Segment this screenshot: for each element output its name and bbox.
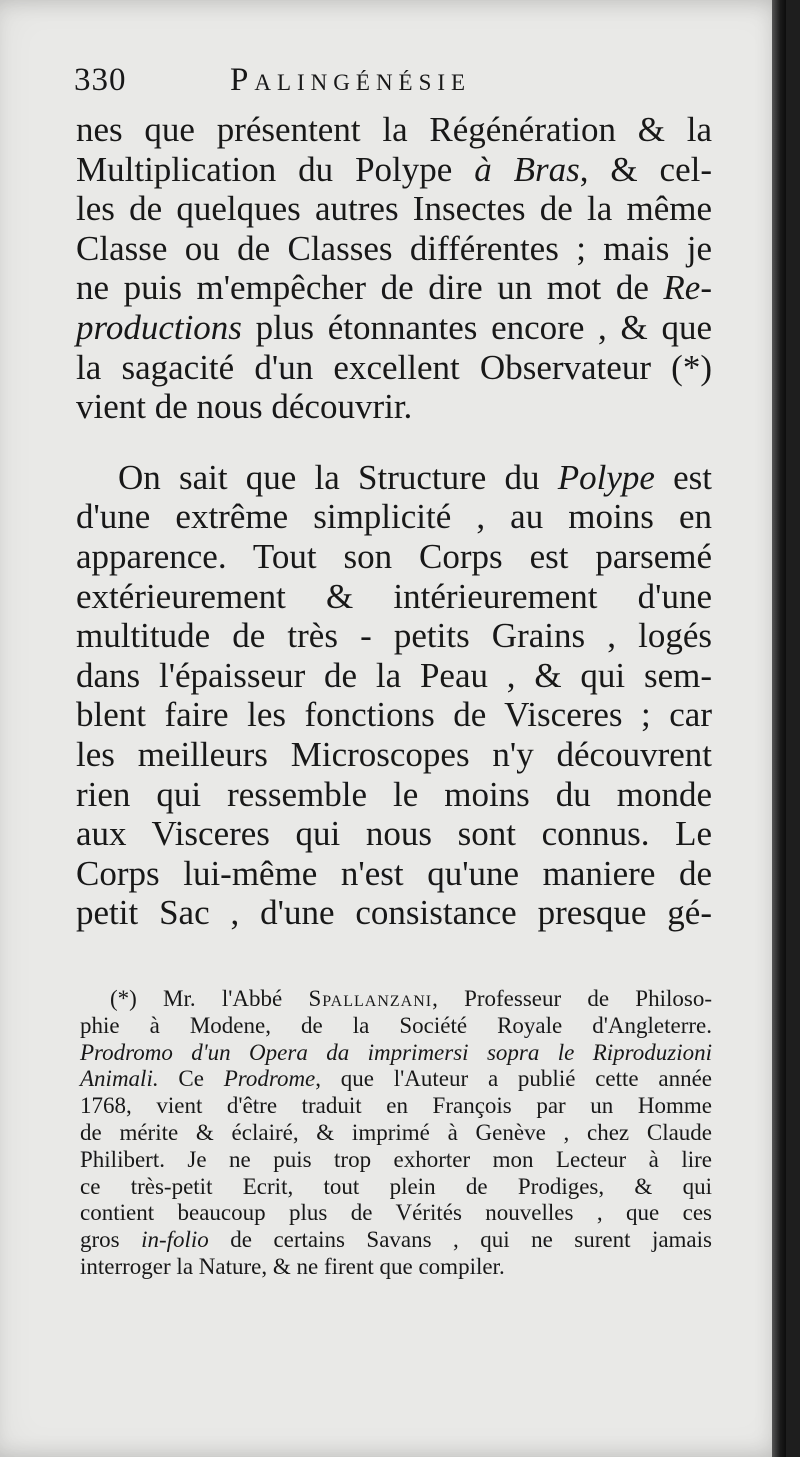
- text-line: [76, 458, 712, 498]
- text-line: multitude de très - petits Grains , logés: [76, 616, 712, 656]
- text-line: la sagacité d'un excellent Observateur (*): [76, 347, 712, 387]
- text-line: extérieurement & intérieurement d'une: [76, 576, 712, 616]
- text-line: [76, 150, 712, 190]
- italic-title: Prodrome: [223, 1066, 316, 1092]
- footnote: [80, 986, 712, 1281]
- page-header: [74, 62, 714, 106]
- italic-term: à Bras: [474, 149, 580, 189]
- text-line: les meilleurs Microscopes n'y découvrent: [76, 734, 712, 774]
- footnote-line: interroger la Nature, & ne firent que compiler.: [80, 1253, 505, 1279]
- footnote-line: [80, 1227, 712, 1254]
- page-number: 330: [74, 62, 127, 98]
- text-fragment: Multiplication du Polype: [76, 149, 475, 189]
- body-text: [76, 110, 712, 933]
- text-fragment: gros: [80, 1227, 142, 1253]
- text-fragment: On sait que la Structure du: [118, 457, 558, 497]
- italic-term: Re-: [663, 268, 712, 308]
- text-fragment: plus étonnantes encore , & que: [241, 307, 712, 347]
- footnote-line: contient beaucoup plus de Vérités nouvelles , que ces: [80, 1200, 712, 1226]
- text-line: apparence. Tout son Corps est parsemé: [76, 536, 712, 576]
- footnote-line: ce très-petit Ecrit, tout plein de Prodiges, & qui: [80, 1173, 712, 1199]
- text-line: Corps lui-même n'est qu'une maniere de: [76, 853, 712, 893]
- italic-title: Prodromo d'un Opera da imprimersi sopra le Riproduzioni: [80, 1039, 712, 1065]
- italic-term: Polype: [557, 457, 655, 497]
- italic-term: productions: [76, 307, 242, 347]
- author-name: Spallanzani: [308, 986, 433, 1011]
- footnote-line: [80, 986, 712, 1013]
- footnote-line: 1768, vient d'être traduit en François par un Homme: [80, 1093, 712, 1119]
- footnote-line: [80, 1066, 712, 1093]
- text-line: blent faire les fonctions de Visceres ; car: [76, 695, 712, 735]
- text-line: dans l'épaisseur de la Peau , & qui sem-: [76, 655, 712, 695]
- text-fragment: , Professeur de Philoso-: [432, 986, 712, 1011]
- text-fragment: , que l'Auteur a publié cette année: [315, 1066, 712, 1092]
- text-line: aux Visceres qui nous sont connus. Le: [76, 814, 712, 854]
- text-line: nes que présentent la Régénération & la: [76, 110, 712, 149]
- paragraph-gap: [76, 427, 712, 458]
- footnote-line: Philibert. Je ne puis trop exhorter mon Lecteur à lire: [80, 1146, 712, 1172]
- text-line: petit Sac , d'une consistance presque gé-: [76, 893, 712, 933]
- text-line: rien qui ressemble le moins du monde: [76, 774, 712, 814]
- text-line: d'une extrême simplicité , au moins en: [76, 497, 712, 537]
- text-fragment: (*) Mr. l'Abbé: [110, 986, 309, 1011]
- footnote-line: phie à Modene, de la Société Royale d'Angleterre.: [80, 1012, 712, 1038]
- running-title: Palingénésie: [230, 62, 472, 98]
- text-fragment: de certains Savans , qui ne surent jamais: [208, 1227, 712, 1253]
- text-line: [76, 268, 712, 308]
- italic-title: Animali.: [80, 1066, 159, 1092]
- text-fragment: ne puis m'empêcher de dire un mot de: [76, 268, 664, 308]
- footnote-line: [80, 1040, 712, 1067]
- text-fragment: est: [654, 457, 712, 497]
- text-line: [76, 308, 712, 348]
- text-line: les de quelques autres Insectes de la même: [76, 189, 712, 229]
- text-fragment: Ce: [158, 1066, 224, 1092]
- page-edge-shadow: [772, 0, 786, 1457]
- text-fragment: , & cel-: [579, 149, 712, 189]
- text-line: Classe ou de Classes différentes ; mais je: [76, 228, 712, 268]
- footnote-line: de mérite & éclairé, & imprimé à Genève , chez Claude: [80, 1119, 712, 1145]
- italic-term: in-folio: [141, 1227, 209, 1253]
- text-line: vient de nous découvrir.: [76, 387, 413, 427]
